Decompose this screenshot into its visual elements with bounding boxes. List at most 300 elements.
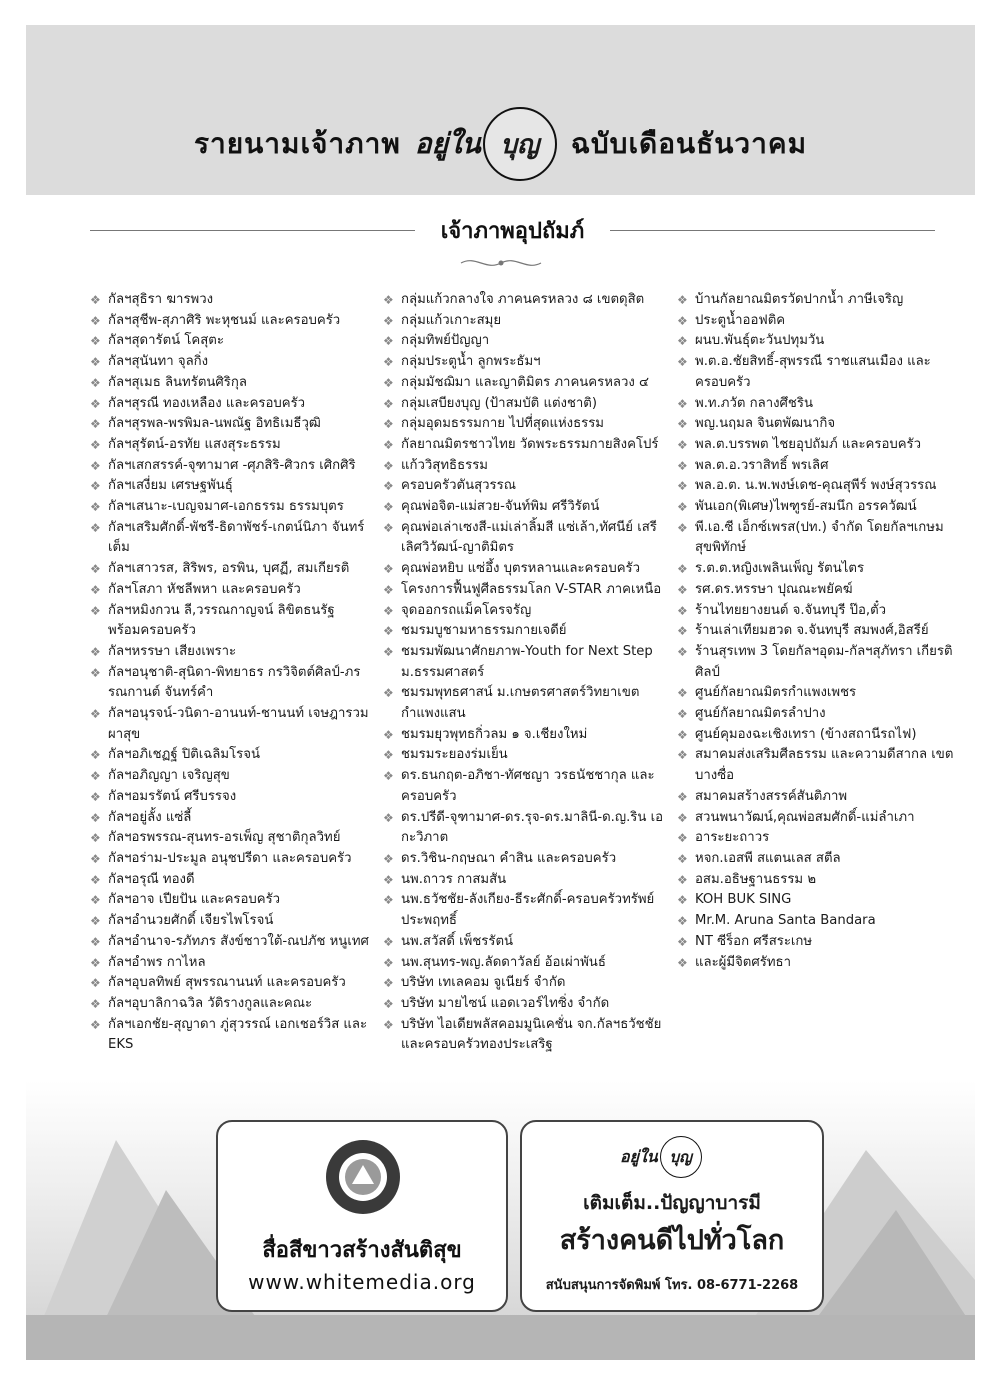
sponsor-item bbox=[381, 725, 673, 746]
sponsor-item bbox=[88, 911, 370, 932]
print-support-card bbox=[520, 1120, 824, 1312]
sponsor-item bbox=[675, 890, 960, 911]
diamond-cluster-icon: ❖ bbox=[677, 789, 688, 804]
diamond-cluster-icon: ❖ bbox=[677, 851, 688, 866]
logo-script: อยู่ใน bbox=[414, 127, 481, 160]
divider-left bbox=[90, 230, 415, 231]
sponsor-name: กัลฯอยู่ลั้ง แซ่ลี้ bbox=[108, 809, 192, 825]
diamond-cluster-icon: ❖ bbox=[90, 748, 101, 763]
sponsor-name: กัลฯอภิญญา เจริญสุข bbox=[108, 768, 230, 784]
sponsor-name: นพ.สุนทร-พญ.ลัดดาวัลย์ อ้อเผ่าพันธ์ bbox=[401, 954, 606, 970]
sponsor-name: กัลฯเอกชัย-สุญาดา ภู่สุวรรณ์ เอกเชอร์วิส และ EKS bbox=[108, 1016, 368, 1053]
diamond-cluster-icon: ❖ bbox=[90, 934, 101, 949]
diamond-cluster-icon: ❖ bbox=[383, 355, 394, 370]
sponsor-name: พันเอก(พิเศษ)ไพฑูรย์-สมนึก อรรควัฒน์ bbox=[695, 499, 917, 515]
sponsor-item bbox=[675, 621, 960, 642]
sponsor-name: บริษัท ไอเดียพลัสคอมมูนิเคชั่น จก.กัลฯธวัชชัย และครอบครัวทองประเสริฐ bbox=[401, 1016, 662, 1053]
sponsor-name: ชมรมระยองร่มเย็น bbox=[401, 747, 508, 763]
sponsor-name: ร.ต.ต.หญิงเพลินเพ็ญ รัตนไตร bbox=[695, 561, 865, 577]
sponsor-item bbox=[88, 331, 370, 352]
sponsor-name: พล.ต.อ.วราสิทธิ์ พรเลิศ bbox=[695, 457, 829, 473]
sponsor-name: ประตูน้ำออฟติค bbox=[695, 312, 786, 328]
sponsor-item bbox=[88, 414, 370, 435]
white-media-card bbox=[216, 1120, 508, 1312]
sponsor-name: พ.ท.ภวัต กลางศึชริน bbox=[695, 395, 813, 411]
diamond-cluster-icon: ❖ bbox=[383, 624, 394, 639]
diamond-cluster-icon: ❖ bbox=[383, 458, 394, 473]
header-band bbox=[26, 25, 975, 195]
diamond-cluster-icon: ❖ bbox=[90, 789, 101, 804]
diamond-cluster-icon: ❖ bbox=[90, 500, 101, 515]
diamond-cluster-icon: ❖ bbox=[677, 707, 688, 722]
support-phone: สนับสนุนการจัดพิมพ์ โทร. 08-6771-2268 bbox=[545, 1278, 799, 1293]
diamond-cluster-icon: ❖ bbox=[383, 996, 394, 1011]
sponsor-name: ร้านไทยยางยนต์ จ.จันทบุรี ป๊อ,ตั๋ว bbox=[695, 602, 887, 618]
diamond-cluster-icon: ❖ bbox=[90, 479, 101, 494]
diamond-cluster-icon: ❖ bbox=[383, 769, 394, 784]
sponsor-name: ครอบครัวตันสุวรรณ bbox=[401, 478, 516, 494]
white-media-seal-icon bbox=[324, 1138, 402, 1216]
diamond-cluster-icon: ❖ bbox=[90, 562, 101, 577]
diamond-cluster-icon: ❖ bbox=[90, 955, 101, 970]
diamond-cluster-icon: ❖ bbox=[677, 644, 688, 659]
diamond-cluster-icon: ❖ bbox=[90, 996, 101, 1011]
diamond-cluster-icon: ❖ bbox=[90, 872, 101, 887]
diamond-cluster-icon: ❖ bbox=[383, 955, 394, 970]
sponsor-item bbox=[675, 745, 960, 786]
sponsor-item bbox=[675, 787, 960, 808]
sponsor-item bbox=[88, 311, 370, 332]
sponsor-item bbox=[381, 601, 673, 622]
sponsor-name: รศ.ดร.หรรษา ปุณณะพยัคฆ์ bbox=[695, 581, 853, 597]
sponsor-name: กัลฯสุรพล-พรพิมล-นพณัฐ อิทธิเมธีวุฒิ bbox=[108, 416, 321, 432]
diamond-cluster-icon: ❖ bbox=[90, 914, 101, 929]
sponsor-item bbox=[88, 994, 370, 1015]
diamond-cluster-icon: ❖ bbox=[90, 520, 101, 535]
sponsor-name: ดร.ธนกฤต-อภิชา-ทัศชญา วรธนัชชากุล และครอบครัว bbox=[401, 768, 655, 804]
section-header bbox=[90, 210, 935, 250]
sponsor-name: กัลฯสุเมธ ลินทรัตนศิริกุล bbox=[108, 374, 247, 390]
sponsor-name: กัลฯอนุรจน์-วนิดา-อานนท์-ชานนท์ เจษฎารวมผาสุข bbox=[108, 706, 369, 742]
sponsor-name: คุณพ่อจิต-แม่สวย-จันท์พิม ศรีวิรัตน์ bbox=[401, 499, 600, 515]
diamond-cluster-icon: ❖ bbox=[90, 396, 101, 411]
diamond-cluster-icon: ❖ bbox=[677, 955, 688, 970]
sponsor-item bbox=[88, 808, 370, 829]
sponsor-item bbox=[88, 1015, 370, 1056]
diamond-cluster-icon: ❖ bbox=[90, 831, 101, 846]
diamond-cluster-icon: ❖ bbox=[383, 851, 394, 866]
sponsor-item bbox=[675, 394, 960, 415]
sponsor-item bbox=[381, 808, 673, 849]
sponsor-name: แก้ววิสุทธิธรรม bbox=[401, 457, 488, 473]
diamond-cluster-icon: ❖ bbox=[383, 934, 394, 949]
sponsor-item bbox=[675, 580, 960, 601]
diamond-cluster-icon: ❖ bbox=[90, 417, 101, 432]
sponsor-name: นพ.ธวัชชัย-ลังเกียง-ธีระศักดิ์-ครอบครัวทรัพย์ ประพฤทธิ์ bbox=[401, 892, 655, 929]
sponsor-name: กลุ่มประตูน้ำ ลูกพระธัมฯ bbox=[401, 354, 541, 370]
sponsor-item bbox=[381, 497, 673, 518]
diamond-cluster-icon: ❖ bbox=[383, 810, 394, 825]
white-media-website[interactable]: www.whitemedia.org bbox=[248, 1270, 476, 1294]
diamond-cluster-icon: ❖ bbox=[90, 851, 101, 866]
sponsor-item bbox=[88, 663, 370, 704]
diamond-cluster-icon: ❖ bbox=[90, 1017, 101, 1032]
sponsor-name: ศูนย์กัลยาณมิตรลำปาง bbox=[695, 706, 826, 722]
sponsor-name: กลุ่มมัชฌิมา และญาติมิตร ภาคนครหลวง ๔ bbox=[401, 374, 649, 390]
sponsor-name: บริษัท มายไซน์ แอดเวอร์ไทซิ่ง จำกัด bbox=[401, 995, 610, 1011]
sponsor-item bbox=[675, 642, 960, 683]
sponsor-name: กัลฯสุรัตน์-อรทัย แสงสุระธรรม bbox=[108, 436, 281, 452]
sponsor-item bbox=[88, 559, 370, 580]
diamond-cluster-icon: ❖ bbox=[383, 893, 394, 908]
sponsor-name: ศูนย์กัลยาณมิตรกำแพงเพชร bbox=[695, 685, 857, 701]
diamond-cluster-icon: ❖ bbox=[677, 334, 688, 349]
sponsor-item bbox=[88, 870, 370, 891]
diamond-cluster-icon: ❖ bbox=[677, 396, 688, 411]
diamond-cluster-icon: ❖ bbox=[383, 686, 394, 701]
diamond-cluster-icon: ❖ bbox=[677, 603, 688, 618]
sponsor-name: อสม.อธิษฐานธรรม ๒ bbox=[695, 871, 817, 887]
sponsor-name: นพ.ถาวร กาสมสัน bbox=[401, 871, 507, 887]
white-media-tagline: สื่อสีขาวสร้างสันติสุข bbox=[262, 1238, 462, 1263]
sponsor-name: ชมรมพัฒนาศักยภาพ-Youth for Next Step ม.ธรรมศาสตร์ bbox=[401, 643, 653, 680]
sponsor-item bbox=[675, 290, 960, 311]
sponsor-column-2 bbox=[381, 290, 673, 1056]
diamond-cluster-icon: ❖ bbox=[383, 437, 394, 452]
sponsor-item bbox=[381, 373, 673, 394]
diamond-cluster-icon: ❖ bbox=[90, 437, 101, 452]
diamond-cluster-icon: ❖ bbox=[383, 872, 394, 887]
diamond-cluster-icon: ❖ bbox=[677, 562, 688, 577]
diamond-cluster-icon: ❖ bbox=[383, 396, 394, 411]
sponsor-item bbox=[88, 787, 370, 808]
sponsor-name: ร้านเล่าเทียมฮวด จ.จันทบุรี สมพงศ์,อิสรีย์ bbox=[695, 623, 929, 639]
sponsor-item bbox=[88, 476, 370, 497]
slogan-line-2: สร้างคนดีไปทั่วโลก bbox=[559, 1225, 785, 1256]
diamond-cluster-icon: ❖ bbox=[677, 500, 688, 515]
diamond-cluster-icon: ❖ bbox=[383, 375, 394, 390]
diamond-cluster-icon: ❖ bbox=[90, 769, 101, 784]
diamond-cluster-icon: ❖ bbox=[677, 893, 688, 908]
sponsor-item bbox=[381, 559, 673, 580]
diamond-cluster-icon: ❖ bbox=[677, 872, 688, 887]
sponsor-name: กัลฯอรพรรณ-สุนทร-อรเพ็ญ สุชาติกุลวิทย์ bbox=[108, 830, 341, 846]
sponsor-name: กัลฯอนุชาติ-สุนิดา-พิทยาธร กรวิจิตต์ศิลป์-ภรรณกานต์ จันทร์คำ bbox=[108, 664, 361, 701]
diamond-cluster-icon: ❖ bbox=[90, 458, 101, 473]
sponsor-item bbox=[88, 973, 370, 994]
sponsor-name: พ.ต.อ.ชัยสิทธิ์-สุพรรณี ราชแสนเมือง และครอบครัว bbox=[695, 354, 931, 390]
diamond-cluster-icon: ❖ bbox=[90, 893, 101, 908]
sponsor-item bbox=[381, 311, 673, 332]
sponsor-list bbox=[88, 290, 370, 1056]
sponsor-item bbox=[88, 290, 370, 311]
diamond-cluster-icon: ❖ bbox=[90, 976, 101, 991]
sponsor-item bbox=[88, 704, 370, 745]
sponsor-item bbox=[381, 953, 673, 974]
sponsor-item bbox=[381, 973, 673, 994]
sponsor-item bbox=[675, 808, 960, 829]
sponsor-name: พล.อ.ต. น.พ.พงษ์เดช-คุณสุพีร์ พงษ์สุวรรณ bbox=[695, 478, 937, 494]
sponsor-name: กัลฯอรุณี ทองดี bbox=[108, 871, 195, 887]
logo-script-small: อยู่ใน bbox=[620, 1146, 658, 1166]
sponsor-name: กัลฯสุธิรา ฆารพวง bbox=[108, 292, 214, 307]
sponsor-name: พี.เอ.ซี เอ็กซ์เพรส(ปท.) จำกัด โดยกัลฯเกษม สุขพิทักษ์ bbox=[695, 519, 944, 556]
sponsor-name: กัลฯสุชีพ-สุภาศิริ พะหุชนม์ และครอบครัว bbox=[108, 312, 341, 328]
sponsor-item bbox=[381, 414, 673, 435]
sponsor-item bbox=[381, 621, 673, 642]
sponsor-item bbox=[675, 828, 960, 849]
sponsor-name: กัลยาณมิตรชาวไทย วัดพระธรรมกายสิงคโปร์ bbox=[401, 436, 659, 452]
sponsor-list bbox=[675, 290, 960, 973]
slogan-line-1: เติมเต็ม..ปัญญาบารมี bbox=[583, 1192, 761, 1214]
diamond-cluster-icon: ❖ bbox=[677, 293, 688, 307]
sponsor-item bbox=[381, 766, 673, 807]
diamond-cluster-icon: ❖ bbox=[677, 810, 688, 825]
sponsor-item bbox=[381, 642, 673, 683]
sponsor-item bbox=[675, 414, 960, 435]
diamond-cluster-icon: ❖ bbox=[90, 603, 101, 618]
sponsor-name: กัลฯอำนวยศักดิ์ เจียรไพโรจน์ bbox=[108, 913, 274, 929]
sponsor-item bbox=[88, 953, 370, 974]
sponsor-item bbox=[381, 290, 673, 311]
sponsor-item bbox=[88, 456, 370, 477]
sponsor-name: กลุ่มทิพย์ปัญญา bbox=[401, 333, 490, 349]
sponsor-item bbox=[675, 435, 960, 456]
sponsor-item bbox=[381, 683, 673, 724]
sponsor-item bbox=[88, 518, 370, 559]
sponsor-name: กัลฯเสริมศักดิ์-พัชรี-ธิดาพัชร์-เกตน์นิภา จันทร์เต็ม bbox=[108, 519, 365, 556]
page-title bbox=[26, 107, 975, 181]
sponsor-item bbox=[88, 642, 370, 663]
diamond-cluster-icon: ❖ bbox=[90, 707, 101, 722]
sponsor-name: Mr.M. Aruna Santa Bandara bbox=[695, 913, 876, 929]
sponsor-name: กัลฯอุบลทิพย์ สุพรรณานนท์ และครอบครัว bbox=[108, 975, 346, 991]
sponsor-item bbox=[381, 456, 673, 477]
diamond-cluster-icon: ❖ bbox=[90, 334, 101, 349]
sponsor-name: จุดออกรถแม็คโครจรัญ bbox=[401, 602, 532, 618]
title-left: รายนามเจ้าภาพ bbox=[193, 127, 401, 160]
sponsor-name: กลุ่มอุดมธรรมกาย ไปที่สุดแห่งธรรม bbox=[401, 416, 605, 432]
sponsor-name: สมาคมส่งเสริมศีลธรรม และความดีสากล เขตบางซื่อ bbox=[695, 747, 954, 784]
sponsor-item bbox=[675, 311, 960, 332]
sponsor-item bbox=[675, 849, 960, 870]
sponsor-item bbox=[381, 331, 673, 352]
sponsor-name: ชมรมยุวพุทธกิ่วลม ๑ จ.เชียงใหม่ bbox=[401, 726, 588, 742]
sponsor-name: บ้านกัลยาณมิตรวัดปากน้ำ ภาษีเจริญ bbox=[695, 292, 904, 307]
sponsor-name: กัลฯเสนาะ-เบญจมาศ-เอกธรรม ธรรมบุตร bbox=[108, 499, 344, 515]
sponsor-item bbox=[381, 476, 673, 497]
sponsor-name: กัลฯเสงี่ยม เศรษฐพันธุ์ bbox=[108, 478, 233, 494]
diamond-cluster-icon: ❖ bbox=[383, 748, 394, 763]
sponsor-list bbox=[381, 290, 673, 1056]
sponsor-item bbox=[88, 849, 370, 870]
magazine-logo bbox=[415, 107, 557, 181]
sponsor-name: สวนพนาวัฒน์,คุณพ่อสมศักดิ์-แม่ลำเภา bbox=[695, 809, 915, 825]
sponsor-name: พล.ต.บรรพต ไชยอุปถัมภ์ และครอบครัว bbox=[695, 436, 922, 452]
diamond-cluster-icon: ❖ bbox=[90, 313, 101, 328]
sponsor-item bbox=[88, 373, 370, 394]
sponsor-name: สมาคมสร้างสรรค์สันติภาพ bbox=[695, 788, 848, 804]
sponsor-item bbox=[381, 849, 673, 870]
sponsor-item bbox=[675, 456, 960, 477]
diamond-cluster-icon: ❖ bbox=[383, 562, 394, 577]
magazine-logo-small bbox=[620, 1136, 702, 1178]
diamond-cluster-icon: ❖ bbox=[383, 727, 394, 742]
sponsor-name: ดร.ปรีดี-จุฑามาศ-ดร.รุจ-ดร.มาลินี-ด.ญ.ริน เอกะวิภาต bbox=[401, 809, 664, 846]
diamond-cluster-icon: ❖ bbox=[677, 582, 688, 597]
diamond-cluster-icon: ❖ bbox=[677, 748, 688, 763]
sponsor-item bbox=[675, 911, 960, 932]
sponsor-name: กัลฯสุนันทา จุลกิ่ง bbox=[108, 354, 209, 370]
sponsor-item bbox=[381, 580, 673, 601]
sponsor-item bbox=[88, 890, 370, 911]
sponsor-name: กัลฯอาจ เปียปัน และครอบครัว bbox=[108, 892, 281, 908]
sponsor-item bbox=[675, 932, 960, 953]
diamond-cluster-icon: ❖ bbox=[90, 644, 101, 659]
flourish-icon bbox=[456, 255, 546, 271]
sponsor-name: กัลฯสุดารัตน์ โคสุตะ bbox=[108, 333, 224, 349]
sponsor-name: โครงการฟื้นฟูศีลธรรมโลก V-STAR ภาคเหนือ bbox=[401, 581, 662, 597]
diamond-cluster-icon: ❖ bbox=[383, 976, 394, 991]
diamond-cluster-icon: ❖ bbox=[677, 624, 688, 639]
sponsor-item bbox=[88, 497, 370, 518]
sponsor-name: นพ.สวัสดิ์ เพ็ชรรัตน์ bbox=[401, 933, 514, 949]
sponsor-name: กัลฯหรรษา เสียงเพราะ bbox=[108, 643, 237, 659]
sponsor-name: กัลฯอมรรัตน์ ศรีบรรจง bbox=[108, 788, 237, 804]
diamond-cluster-icon: ❖ bbox=[90, 810, 101, 825]
sponsor-item bbox=[675, 953, 960, 974]
diamond-cluster-icon: ❖ bbox=[677, 355, 688, 370]
diamond-cluster-icon: ❖ bbox=[383, 1017, 394, 1032]
sponsor-item bbox=[675, 476, 960, 497]
sponsor-item bbox=[675, 518, 960, 559]
diamond-cluster-icon: ❖ bbox=[383, 520, 394, 535]
sponsor-name: คุณพ่อหยิบ แซ่อึ้ง บุตรหลานและครอบครัว bbox=[401, 561, 641, 577]
sponsor-item bbox=[675, 704, 960, 725]
sponsor-name: NT ซีร็อก ศรีสระเกษ bbox=[695, 933, 813, 949]
diamond-cluster-icon: ❖ bbox=[90, 293, 101, 307]
diamond-cluster-icon: ❖ bbox=[383, 334, 394, 349]
diamond-cluster-icon: ❖ bbox=[383, 293, 394, 307]
sponsor-item bbox=[381, 870, 673, 891]
sponsor-item bbox=[675, 601, 960, 622]
sponsor-item bbox=[381, 890, 673, 931]
diamond-cluster-icon: ❖ bbox=[677, 458, 688, 473]
sponsor-name: กลุ่มเสบียงบุญ (ป้าสมบัติ แต่งชาติ) bbox=[401, 395, 598, 411]
sponsor-name: ร้านสุรเทพ 3 โดยกัลฯอุดม-กัลฯสุภัทรา เกียรติศิลป์ bbox=[695, 643, 953, 680]
diamond-cluster-icon: ❖ bbox=[383, 417, 394, 432]
diamond-cluster-icon: ❖ bbox=[677, 686, 688, 701]
diamond-cluster-icon: ❖ bbox=[90, 375, 101, 390]
diamond-cluster-icon: ❖ bbox=[383, 582, 394, 597]
sponsor-name: KOH BUK SING bbox=[695, 892, 792, 908]
sponsor-name: ดร.วิชิน-กฤษณา คำสิน และครอบครัว bbox=[401, 850, 617, 866]
sponsor-item bbox=[381, 518, 673, 559]
sponsor-item bbox=[381, 394, 673, 415]
diamond-cluster-icon: ❖ bbox=[90, 355, 101, 370]
sponsor-item bbox=[88, 745, 370, 766]
diamond-cluster-icon: ❖ bbox=[383, 313, 394, 328]
sponsor-name: กัลฯหมิงกวน ลี,วรรณกาญจน์ ลิขิตธนรัฐ พร้อมครอบครัว bbox=[108, 602, 335, 639]
diamond-cluster-icon: ❖ bbox=[677, 479, 688, 494]
diamond-cluster-icon: ❖ bbox=[383, 644, 394, 659]
diamond-cluster-icon: ❖ bbox=[677, 914, 688, 929]
sponsor-item bbox=[381, 932, 673, 953]
title-right: ฉบับเดือนธันวาคม bbox=[570, 127, 808, 160]
sponsor-item bbox=[675, 331, 960, 352]
diamond-cluster-icon: ❖ bbox=[677, 934, 688, 949]
sponsor-name: ศูนย์คุมองฉะเชิงเทรา (ข้างสถานีรถไฟ) bbox=[695, 726, 917, 742]
diamond-cluster-icon: ❖ bbox=[90, 665, 101, 680]
diamond-cluster-icon: ❖ bbox=[677, 520, 688, 535]
sponsor-name: กัลฯอำพร กาไหล bbox=[108, 954, 206, 970]
sponsor-item bbox=[381, 435, 673, 456]
sponsor-item bbox=[88, 601, 370, 642]
sponsor-name: กัลฯอำนาจ-รภัทภร สังข์ชาวใต้-ณปภัช หนูเทศ bbox=[108, 933, 369, 949]
sponsor-item bbox=[381, 745, 673, 766]
sponsor-item bbox=[675, 870, 960, 891]
diamond-cluster-icon: ❖ bbox=[383, 603, 394, 618]
logo-circle: บุญ bbox=[483, 107, 557, 181]
sponsor-item bbox=[88, 828, 370, 849]
sponsor-item bbox=[675, 725, 960, 746]
sponsor-name: ชมรมบูชามหาธรรมกายเจดีย์ bbox=[401, 623, 567, 639]
sponsor-item bbox=[88, 580, 370, 601]
sponsor-item bbox=[381, 352, 673, 373]
sponsor-name: หจก.เอสพี สแตนเลส สตีล bbox=[695, 850, 841, 866]
diamond-cluster-icon: ❖ bbox=[90, 582, 101, 597]
sponsor-name: ชมรมพุทธศาสน์ ม.เกษตรศาสตร์วิทยาเขต กำแพงแสน bbox=[401, 685, 640, 722]
diamond-cluster-icon: ❖ bbox=[383, 479, 394, 494]
sponsor-name: กัลฯอภิเชฏฐ์ ปิติเฉลิมโรจน์ bbox=[108, 747, 260, 763]
sponsor-item bbox=[675, 497, 960, 518]
sponsor-name: ผนบ.พันธุ์ตะวันปทุมวัน bbox=[695, 333, 825, 349]
sponsor-name: กลุ่มแก้วกลางใจ ภาคนครหลวง ๘ เขตดุสิต bbox=[401, 292, 645, 307]
sponsor-item bbox=[88, 435, 370, 456]
sponsor-column-1 bbox=[88, 290, 370, 1056]
diamond-cluster-icon: ❖ bbox=[383, 500, 394, 515]
diamond-cluster-icon: ❖ bbox=[677, 417, 688, 432]
sponsor-item bbox=[675, 559, 960, 580]
sponsor-item bbox=[88, 352, 370, 373]
diamond-cluster-icon: ❖ bbox=[677, 313, 688, 328]
diamond-cluster-icon: ❖ bbox=[677, 437, 688, 452]
sponsor-name: กัลฯเสกสรรค์-จุฑามาศ -ศุภสิริ-ศิวกร เศิกศิริ bbox=[108, 457, 356, 473]
sponsor-item bbox=[675, 683, 960, 704]
sponsor-item bbox=[675, 352, 960, 393]
sponsor-name: กัลฯอุบาลิกาฉวิล วัติรางกูลและคณะ bbox=[108, 995, 313, 1011]
logo-circle-small: บุญ bbox=[660, 1136, 702, 1178]
sponsor-name: บริษัท เทเลคอม จูเนียร์ จำกัด bbox=[401, 975, 566, 991]
section-title: เจ้าภาพอุปถัมภ์ bbox=[440, 218, 585, 244]
diamond-cluster-icon: ❖ bbox=[677, 831, 688, 846]
divider-right bbox=[610, 230, 935, 231]
sponsor-item bbox=[381, 1015, 673, 1056]
sponsor-name: กัลฯโสภา หัชลีพหา และครอบครัว bbox=[108, 581, 301, 597]
sponsor-name: คุณพ่อเล่าเซงสี-แม่เล่าลิ้มสี แซ่เล้า,ทัศนีย์ เสรีเลิศวิวัฒน์-ญาติมิตร bbox=[401, 519, 657, 556]
sponsor-item bbox=[88, 932, 370, 953]
sponsor-name: พญ.นฤมล จินตพัฒนากิจ bbox=[695, 416, 836, 432]
sponsor-name: กัลฯอร่าม-ประมูล อนุชปรีดา และครอบครัว bbox=[108, 850, 352, 866]
sponsor-item bbox=[88, 766, 370, 787]
sponsor-name: อาระยะถาวร bbox=[695, 830, 770, 846]
sponsor-item bbox=[88, 394, 370, 415]
diamond-cluster-icon: ❖ bbox=[677, 727, 688, 742]
sponsor-name: กลุ่มแก้วเกาะสมุย bbox=[401, 312, 502, 328]
sponsor-name: กัลฯเสาวรส, สิริพร, อรพิน, บุศฏี, สมเกียรติ bbox=[108, 561, 350, 577]
sponsor-column-3 bbox=[675, 290, 960, 973]
sponsor-item bbox=[381, 994, 673, 1015]
